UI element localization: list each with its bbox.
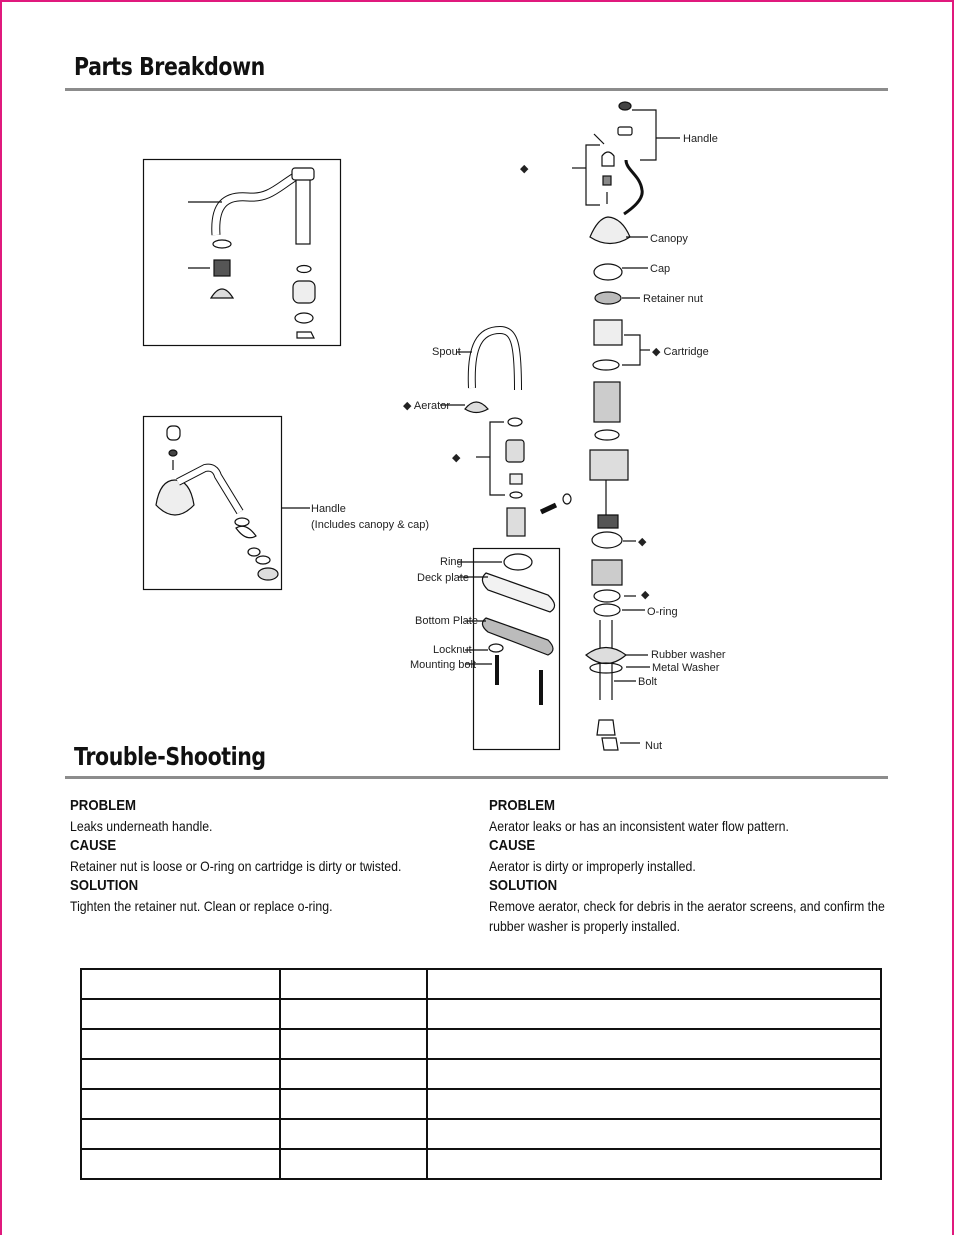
- table-cell: [427, 969, 881, 999]
- label-rubber-washer: Rubber washer: [651, 649, 726, 661]
- label-diamond-lower-2: ◆: [641, 589, 650, 601]
- trouble-item-2: [489, 796, 889, 936]
- label-aerator: ◆ Aerator: [403, 400, 450, 412]
- label-deck-plate: Deck plate: [417, 572, 469, 584]
- table-cell: [427, 999, 881, 1029]
- solution-label: SOLUTION: [489, 877, 558, 894]
- table-row: [81, 1059, 881, 1089]
- label-cartridge: ◆ Cartridge: [652, 346, 709, 358]
- table-cell: [81, 1119, 280, 1149]
- table-cell: [81, 999, 280, 1029]
- cause-text: Aerator is dirty or improperly installed.: [489, 858, 696, 874]
- table-cell: [280, 999, 427, 1029]
- label-o-ring: O-ring: [647, 606, 678, 618]
- label-mounting-bolt: Mounting bolt: [410, 659, 477, 671]
- problem-label: PROBLEM: [70, 797, 136, 814]
- label-metal-washer: Metal Washer: [652, 662, 720, 674]
- table-cell: [81, 969, 280, 999]
- label-handle-alt: Handle: [311, 503, 346, 515]
- problem-label: PROBLEM: [489, 797, 555, 814]
- table-cell: [81, 1089, 280, 1119]
- cause-label: CAUSE: [70, 837, 117, 854]
- page-edge-top: [0, 0, 954, 2]
- parts-diagram: [0, 95, 954, 760]
- table-cell: [81, 1029, 280, 1059]
- table-cell: [280, 1029, 427, 1059]
- table-row: [81, 1029, 881, 1059]
- label-nut: Nut: [645, 740, 663, 752]
- cause-text: Retainer nut is loose or O-ring on cartridge is dirty or twisted.: [70, 858, 402, 874]
- table-cell: [280, 1059, 427, 1089]
- label-diamond-handle: ◆: [520, 163, 529, 175]
- table-cell: [81, 1149, 280, 1179]
- problem-text: Leaks underneath handle.: [70, 818, 213, 834]
- label-ring: Ring: [440, 556, 463, 568]
- table-row: [81, 1149, 881, 1179]
- solution-text: Remove aerator, check for debris in the aerator screens, and confirm the rubber washer is properly installed.: [489, 898, 885, 934]
- table-cell: [427, 1119, 881, 1149]
- table-row: [81, 969, 881, 999]
- problem-text: Aerator leaks or has an inconsistent water flow pattern.: [489, 818, 789, 834]
- table-cell: [427, 1059, 881, 1089]
- table-cell: [280, 1089, 427, 1119]
- label-handle-alt-note: (Includes canopy & cap): [311, 519, 430, 531]
- cause-label: CAUSE: [489, 837, 536, 854]
- label-retainer-nut: Retainer nut: [643, 293, 703, 305]
- label-locknut: Locknut: [433, 644, 472, 656]
- table-cell: [280, 969, 427, 999]
- table-cell: [280, 1149, 427, 1179]
- trouble-shooting-heading: Trouble-Shooting: [74, 742, 266, 771]
- table-row: [81, 1089, 881, 1119]
- solution-text: Tighten the retainer nut. Clean or replace o-ring.: [70, 898, 333, 914]
- label-handle: Handle: [683, 133, 718, 145]
- solution-label: SOLUTION: [70, 877, 139, 894]
- table-row: [81, 999, 881, 1029]
- blank-table-body: [81, 969, 881, 1179]
- trouble-heading-rule: [65, 776, 888, 779]
- table-cell: [427, 1089, 881, 1119]
- label-diamond-spout: ◆: [452, 452, 461, 464]
- table-row: [81, 1119, 881, 1149]
- table-cell: [280, 1119, 427, 1149]
- parts-heading-rule: [65, 88, 888, 91]
- label-bottom-plate: Bottom Plate: [415, 615, 478, 627]
- label-cap: Cap: [650, 263, 671, 275]
- label-spout: Spout: [432, 346, 461, 358]
- trouble-item-1: [70, 796, 470, 916]
- label-diamond-lower-1: ◆: [638, 536, 647, 548]
- table-cell: [81, 1059, 280, 1089]
- label-canopy: Canopy: [650, 233, 688, 245]
- table-cell: [427, 1149, 881, 1179]
- blank-parts-table: [80, 968, 882, 1180]
- table-cell: [427, 1029, 881, 1059]
- inset-spout-box: [144, 160, 341, 346]
- label-bolt: Bolt: [638, 676, 657, 688]
- parts-breakdown-heading: Parts Breakdown: [74, 52, 265, 81]
